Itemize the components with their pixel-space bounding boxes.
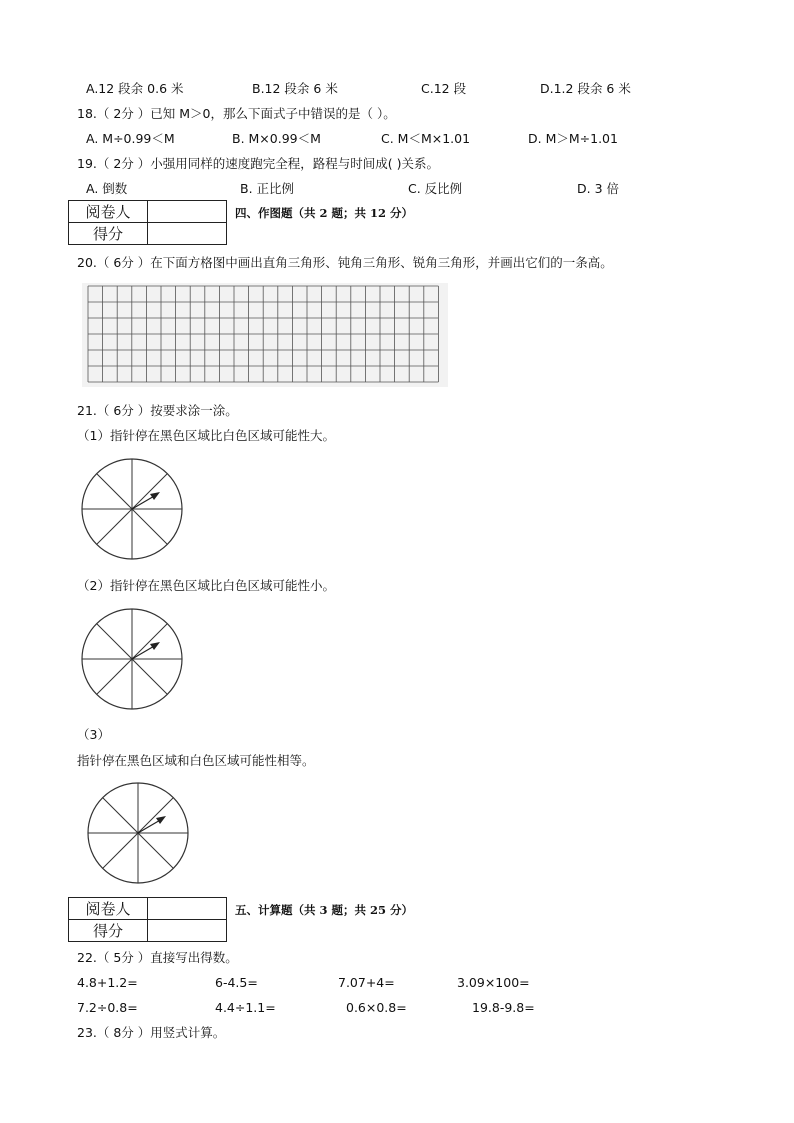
- spinner-2[interactable]: [80, 608, 184, 712]
- q22-item: 0.6×0.8=: [346, 1000, 407, 1015]
- score-box-1: [68, 200, 227, 245]
- q17-option-b: B.12 段余 6 米: [252, 81, 338, 96]
- score-field[interactable]: [148, 920, 227, 942]
- reviewer-label: 阅卷人: [69, 898, 148, 920]
- q18-option-b: B. M×0.99＜M: [232, 131, 321, 146]
- score-label: 得分: [69, 223, 148, 245]
- q19-option-d: D. 3 倍: [577, 181, 619, 196]
- section-5-heading: 五、计算题（共 3 题；共 25 分）: [235, 903, 414, 917]
- q17-option-c: C.12 段: [421, 81, 467, 96]
- q17-option-a: A.12 段余 0.6 米: [86, 81, 184, 96]
- score-label: 得分: [69, 920, 148, 942]
- q23-stem: 23.（ 8分 ）用竖式计算。: [77, 1025, 226, 1040]
- score-field[interactable]: [148, 223, 227, 245]
- reviewer-field[interactable]: [148, 898, 227, 920]
- q21-part3: 指针停在黑色区域和白色区域可能性相等。: [77, 753, 315, 768]
- q18-option-a: A. M÷0.99＜M: [86, 131, 175, 146]
- reviewer-label: 阅卷人: [69, 201, 148, 223]
- q22-item: 3.09×100=: [457, 975, 530, 990]
- q20-stem: 20.（ 6分 ）在下面方格图中画出直角三角形、钝角三角形、锐角三角形，并画出它们的一条高。: [77, 255, 613, 270]
- section-4-heading: 四、作图题（共 2 题；共 12 分）: [235, 206, 414, 220]
- q21-part3-number: （3）: [77, 727, 110, 742]
- q21-stem: 21.（ 6分 ）按要求涂一涂。: [77, 403, 238, 418]
- q21-part2: （2）指针停在黑色区域比白色区域可能性小。: [77, 578, 335, 593]
- q18-stem: 18.（ 2分 ）已知 M＞0，那么下面式子中错误的是（ ）。: [77, 106, 396, 121]
- q22-item: 4.4÷1.1=: [215, 1000, 276, 1015]
- spinner-3[interactable]: [86, 782, 190, 886]
- q22-item: 7.2÷0.8=: [77, 1000, 138, 1015]
- q22-item: 4.8+1.2=: [77, 975, 138, 990]
- q18-option-d: D. M＞M÷1.01: [528, 131, 618, 146]
- q19-option-a: A. 倒数: [86, 181, 128, 196]
- q19-option-c: C. 反比例: [408, 181, 463, 196]
- square-grid[interactable]: [82, 283, 448, 387]
- q22-item: 7.07+4=: [338, 975, 395, 990]
- q17-option-d: D.1.2 段余 6 米: [540, 81, 631, 96]
- score-box-2: [68, 897, 227, 942]
- q19-option-b: B. 正比例: [240, 181, 295, 196]
- spinner-1[interactable]: [80, 458, 184, 562]
- grid-background: [82, 283, 448, 387]
- reviewer-field[interactable]: [148, 201, 227, 223]
- q18-option-c: C. M＜M×1.01: [381, 131, 471, 146]
- q22-item: 6-4.5=: [215, 975, 258, 990]
- q22-stem: 22.（ 5分 ）直接写出得数。: [77, 950, 238, 965]
- q22-item: 19.8-9.8=: [472, 1000, 535, 1015]
- q21-part1: （1）指针停在黑色区域比白色区域可能性大。: [77, 428, 335, 443]
- q19-stem: 19.（ 2分 ）小强用同样的速度跑完全程，路程与时间成( )关系。: [77, 156, 440, 171]
